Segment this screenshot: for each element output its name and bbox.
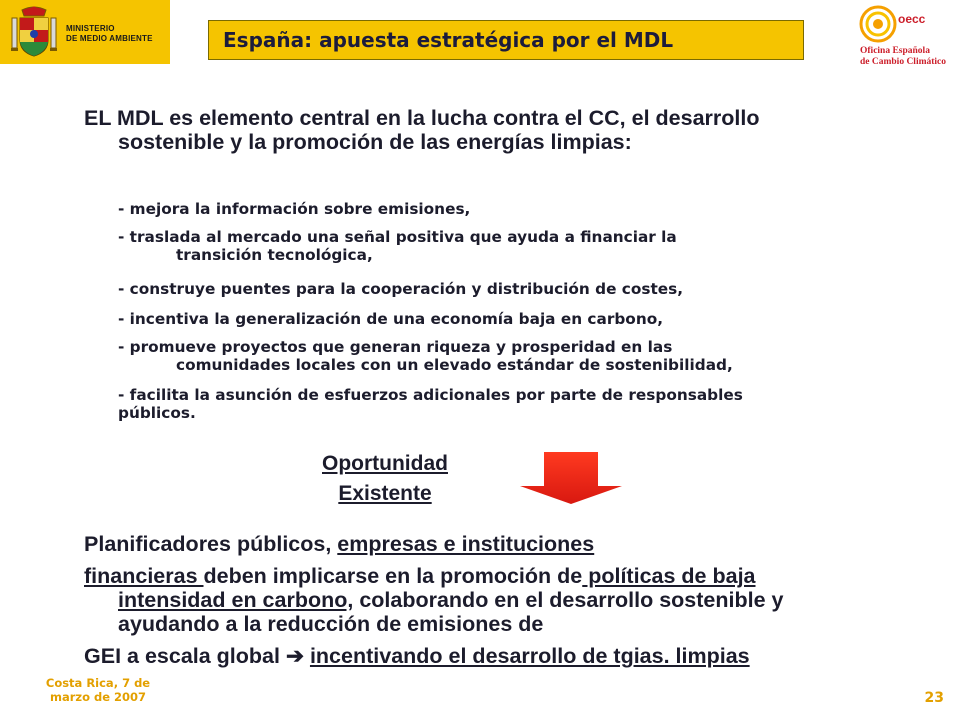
footer-place-line1: Costa Rica, 7 de <box>45 676 151 690</box>
oecc-name-line1: Oficina Española <box>860 46 930 56</box>
footer-place-line2: marzo de 2007 <box>49 690 147 704</box>
intro-line1: EL MDL es elemento central en la lucha contra el CC, el desarrollo <box>84 106 760 130</box>
closing-line3 <box>118 588 783 612</box>
arrow-right-icon: ➔ <box>285 644 304 668</box>
list-item <box>118 338 948 374</box>
list-item <box>118 280 948 298</box>
footer-place-date <box>28 676 168 704</box>
arrow-down-icon <box>518 452 624 504</box>
closing-underlined-text: políticas de baja <box>582 564 756 588</box>
opportunity-line1: Oportunidad <box>322 452 448 475</box>
closing-text: colaborando en el desarrollo sostenible y <box>353 588 784 612</box>
slide-title: España: apuesta estratégica por el MDL <box>223 28 674 52</box>
closing-underlined-text: incentivando el desarrollo de tgias. limpias <box>309 644 750 668</box>
slide-title-box <box>208 20 804 60</box>
list-item <box>118 228 948 264</box>
closing-text: ayudando a la reducción de emisiones de <box>118 612 544 636</box>
list-item-continuation: comunidades locales con un elevado estándar de sostenibilidad, <box>176 356 733 374</box>
closing-line5 <box>84 644 750 668</box>
list-item-continuation: transición tecnológica, <box>176 246 373 264</box>
ministry-name-line1: MINISTERIO <box>66 24 115 33</box>
list-item-text: - construye puentes para la cooperación y distribución de costes, <box>118 280 684 298</box>
closing-line1 <box>84 532 594 556</box>
opportunity-line2: Existente <box>338 482 432 505</box>
intro-paragraph <box>84 106 944 154</box>
oecc-name-line2: de Cambio Climático <box>860 57 947 67</box>
closing-text: Planificadores públicos, <box>84 532 338 556</box>
closing-text: deben implicarse en la promoción de <box>203 564 583 588</box>
sun-rings-icon <box>858 4 898 44</box>
closing-underlined-text: empresas e instituciones <box>337 532 595 556</box>
oecc-wordmark: oecc <box>898 12 926 26</box>
closing-line4 <box>118 612 543 636</box>
intro-line2: sostenible y la promoción de las energías limpias: <box>118 130 632 154</box>
list-item-text: - traslada al mercado una señal positiva que ayuda a financiar la <box>118 228 677 246</box>
page-number: 23 <box>924 690 944 706</box>
closing-underlined-text: intensidad en carbono, <box>118 588 354 612</box>
list-item-continuation: públicos. <box>118 404 196 422</box>
oecc-logo <box>858 4 958 72</box>
closing-text: GEI a escala global <box>84 644 286 668</box>
list-item-text: - incentiva la generalización de una economía baja en carbono, <box>118 310 664 328</box>
list-item-text: - facilita la asunción de esfuerzos adicionales por parte de responsables <box>118 386 743 404</box>
closing-underlined-text: financieras <box>84 564 204 588</box>
coat-of-arms-icon <box>8 6 60 58</box>
list-item-text: - promueve proyectos que generan riqueza y prosperidad en las <box>118 338 673 356</box>
closing-line2 <box>84 564 756 588</box>
list-item <box>118 310 948 328</box>
list-item <box>118 200 948 218</box>
list-item <box>118 386 948 422</box>
ministry-logo <box>0 0 170 64</box>
ministry-name-line2: DE MEDIO AMBIENTE <box>66 34 153 43</box>
list-item-text: - mejora la información sobre emisiones, <box>118 200 471 218</box>
